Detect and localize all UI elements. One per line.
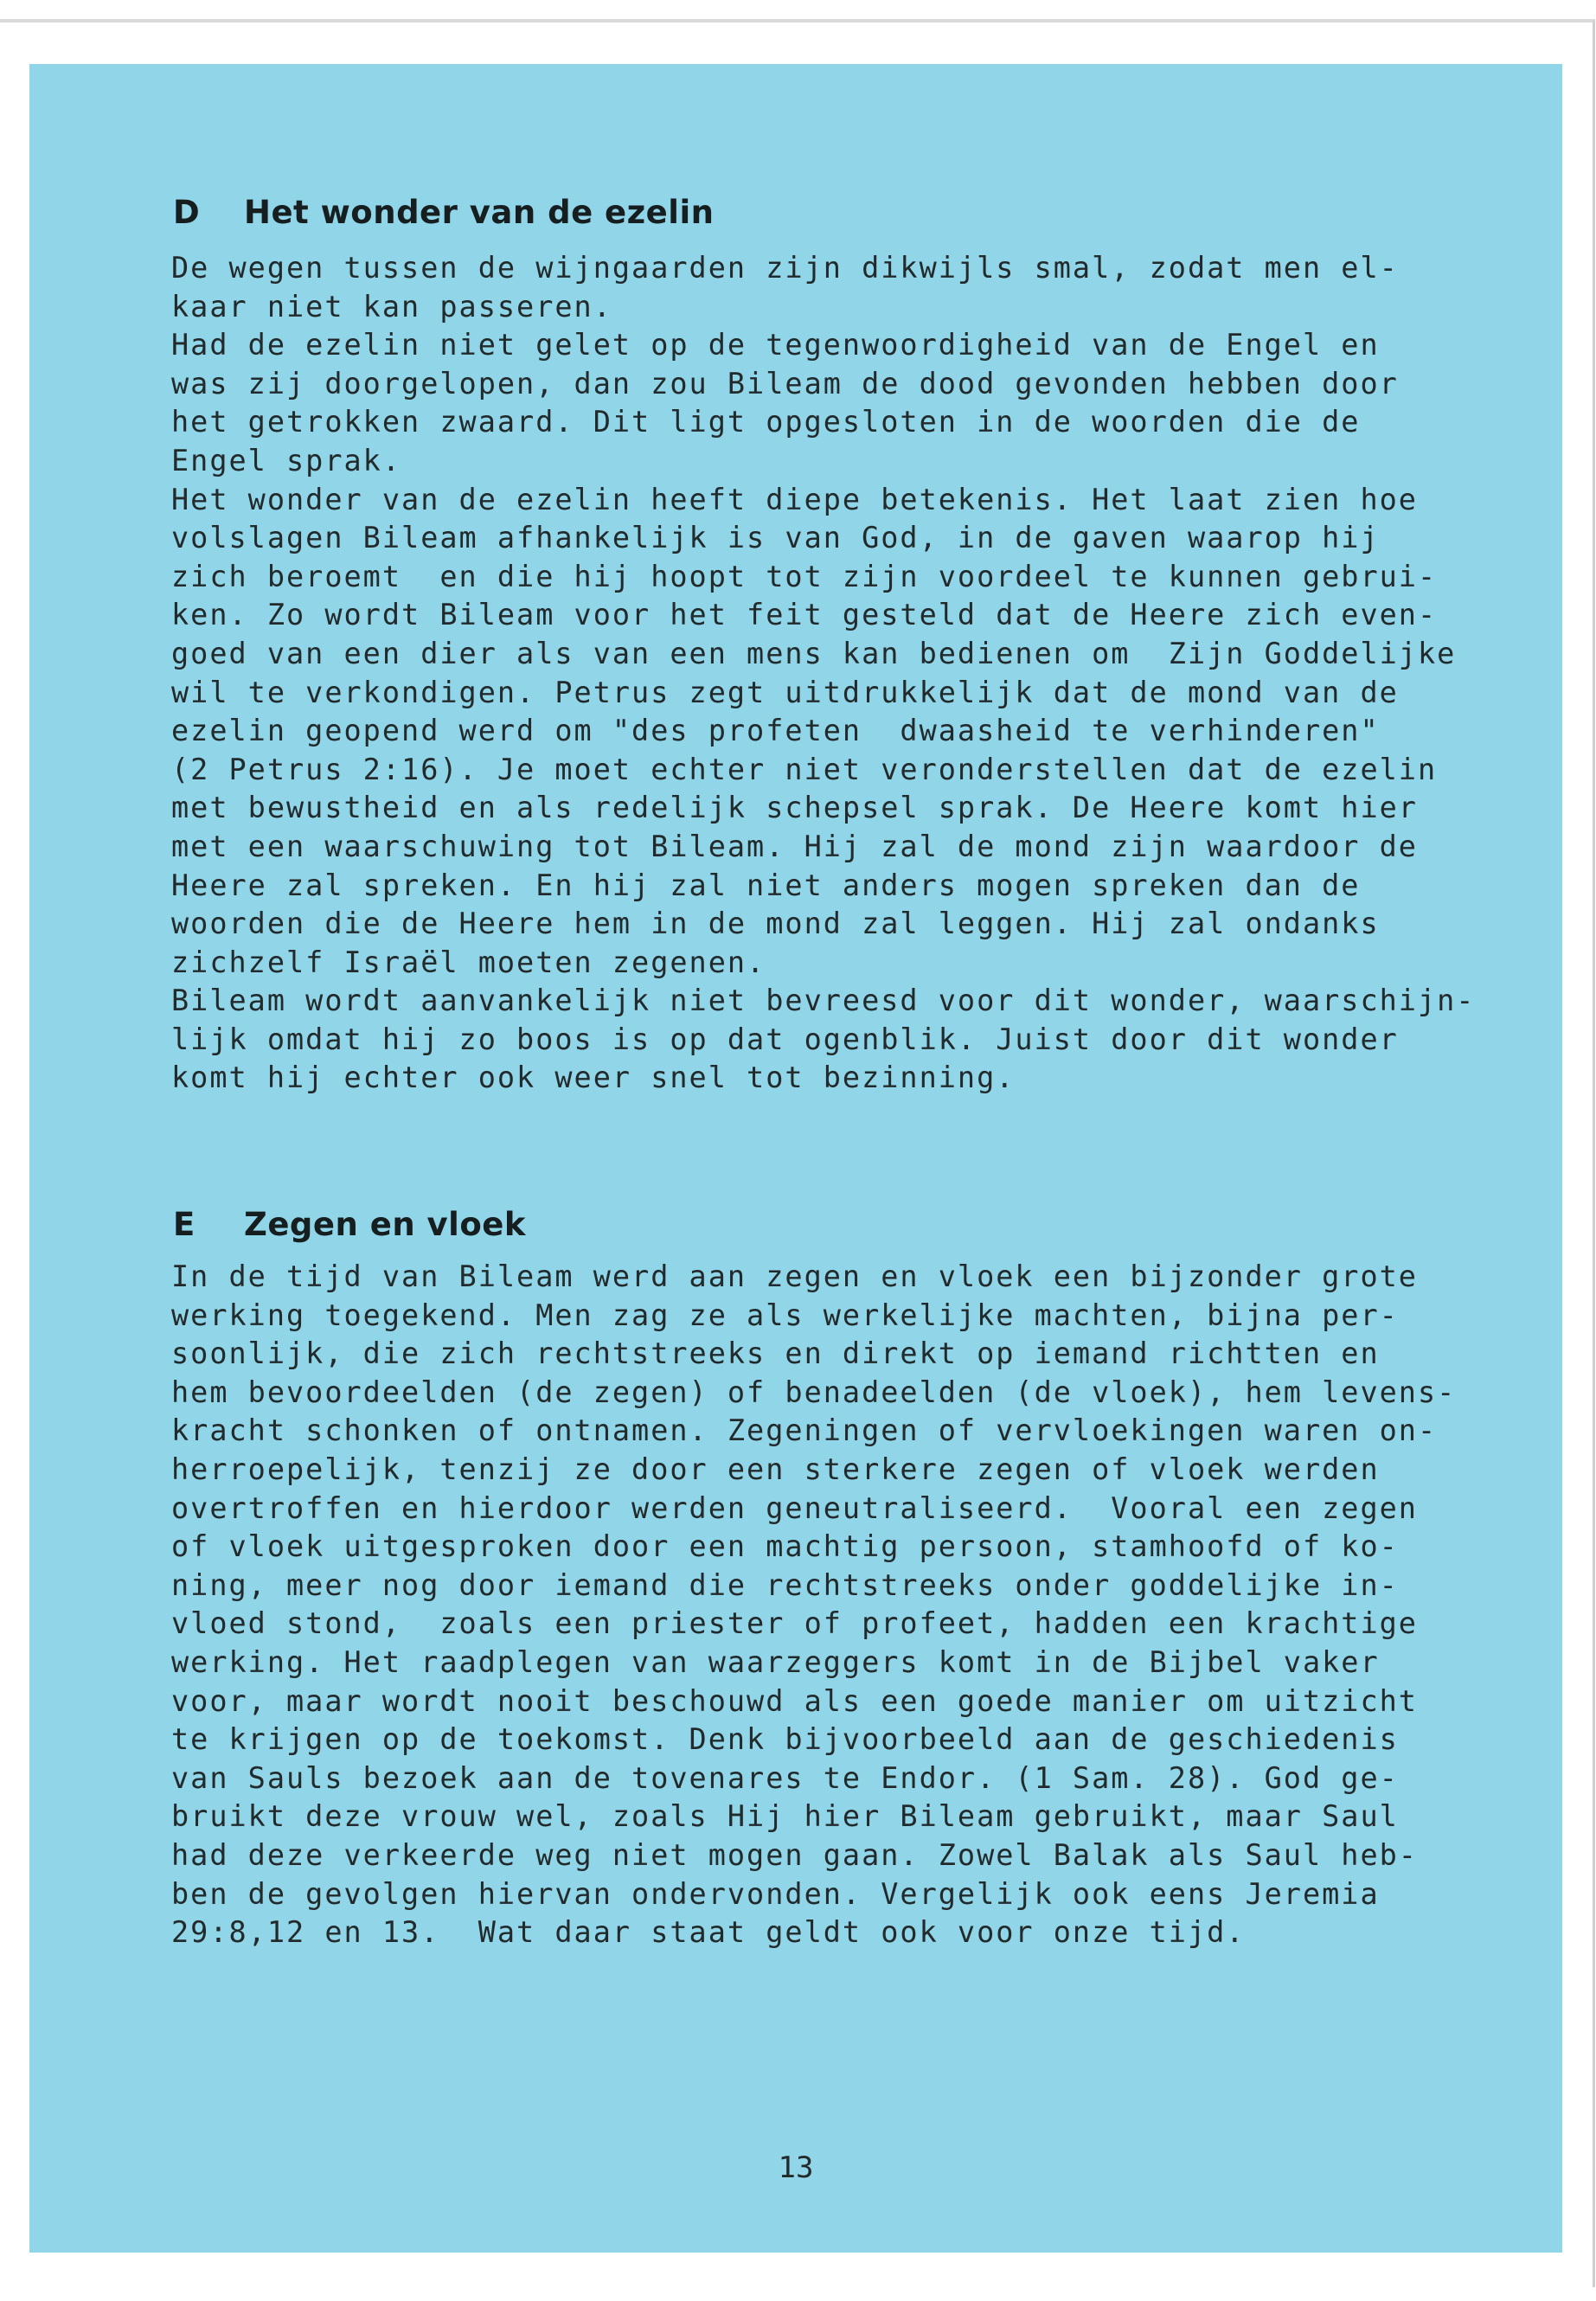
text-line: Bileam wordt aanvankelijk niet bevreesd voor dit wonder, waarschijn- xyxy=(171,984,1476,1018)
text-line: ken. Zo wordt Bileam voor het feit gesteld dat de Heere zich even- xyxy=(171,598,1438,632)
document-page xyxy=(29,64,1562,2253)
section-d-body xyxy=(171,249,1475,1098)
section-title: Het wonder van de ezelin xyxy=(244,194,715,231)
text-line: goed van een dier als van een mens kan bedienen om Zijn Goddelijke xyxy=(171,636,1457,670)
text-line: Engel sprak. xyxy=(171,443,402,478)
text-line: Het wonder van de ezelin heeft diepe betekenis. Het laat zien hoe xyxy=(171,482,1418,516)
section-letter: D xyxy=(173,194,201,231)
page-number: 13 xyxy=(778,2150,814,2185)
text-line: volslagen Bileam afhankelijk is van God, in de gaven waarop hij xyxy=(171,521,1380,555)
text-line: werking toegekend. Men zag ze als werkelijke machten, bijna per- xyxy=(171,1298,1399,1332)
text-line: komt hij echter ook weer snel tot bezinning. xyxy=(171,1061,1016,1095)
text-line: overtroffen en hierdoor werden geneutraliseerd. Vooral een zegen xyxy=(171,1490,1418,1525)
text-line: (2 Petrus 2:16). Je moet echter niet veronderstellen dat de ezelin xyxy=(171,752,1438,786)
text-line: In de tijd van Bileam werd aan zegen en vloek een bijzonder grote xyxy=(171,1259,1418,1293)
text-line: zichzelf Israël moeten zegenen. xyxy=(171,945,766,979)
section-title: Zegen en vloek xyxy=(244,1206,526,1243)
text-line: De wegen tussen de wijngaarden zijn dikwijls smal, zodat men el- xyxy=(171,251,1399,285)
text-line: ben de gevolgen hiervan ondervonden. Vergelijk ook eens Jeremia xyxy=(171,1876,1380,1911)
text-line: werking. Het raadplegen van waarzeggers komt in de Bijbel vaker xyxy=(171,1644,1380,1679)
section-heading-d xyxy=(173,194,714,231)
text-line: ning, meer nog door iemand die rechtstreeks onder goddelijke in- xyxy=(171,1567,1399,1602)
text-line: voor, maar wordt nooit beschouwd als een goede manier om uitzicht xyxy=(171,1683,1418,1718)
text-line: bruikt deze vrouw wel, zoals Hij hier Bileam gebruikt, maar Saul xyxy=(171,1799,1399,1834)
text-line: soonlijk, die zich rechtstreeks en direkt op iemand richtten en xyxy=(171,1336,1380,1371)
text-line: Heere zal spreken. En hij zal niet anders mogen spreken dan de xyxy=(171,868,1361,902)
text-line: herroepelijk, tenzij ze door een sterkere zegen of vloek werden xyxy=(171,1452,1380,1486)
text-line: wil te verkondigen. Petrus zegt uitdrukkelijk dat de mond van de xyxy=(171,675,1399,709)
section-heading-e xyxy=(173,1206,526,1243)
section-letter: E xyxy=(173,1206,195,1243)
text-line: of vloek uitgesproken door een machtig persoon, stamhoofd of ko- xyxy=(171,1529,1399,1564)
text-line: vloed stond, zoals een priester of profeet, hadden een krachtige xyxy=(171,1606,1418,1641)
text-line: kaar niet kan passeren. xyxy=(171,289,612,324)
text-line: was zij doorgelopen, dan zou Bileam de dood gevonden hebben door xyxy=(171,366,1399,401)
text-line: zich beroemt en die hij hoopt tot zijn voordeel te kunnen gebrui- xyxy=(171,559,1438,593)
text-line: 29:8,12 en 13. Wat daar staat geldt ook voor onze tijd. xyxy=(171,1915,1246,1950)
text-line: van Sauls bezoek aan de tovenares te Endor. (1 Sam. 28). God ge- xyxy=(171,1760,1399,1795)
text-line: had deze verkeerde weg niet mogen gaan. Zowel Balak als Saul heb- xyxy=(171,1837,1418,1872)
text-line: kracht schonken of ontnamen. Zegeningen of vervloekingen waren on- xyxy=(171,1413,1438,1448)
text-line: ezelin geopend werd om "des profeten dwaasheid te verhinderen" xyxy=(171,714,1380,748)
section-e-body xyxy=(171,1258,1456,1952)
text-line: met een waarschuwing tot Bileam. Hij zal de mond zijn waardoor de xyxy=(171,829,1418,863)
text-line: met bewustheid en als redelijk schepsel sprak. De Heere komt hier xyxy=(171,791,1418,825)
text-line: hem bevoordeelden (de zegen) of benadeelden (de vloek), hem levens- xyxy=(171,1375,1457,1409)
text-line: lijk omdat hij zo boos is op dat ogenblik. Juist door dit wonder xyxy=(171,1022,1399,1056)
text-line: het getrokken zwaard. Dit ligt opgesloten in de woorden die de xyxy=(171,405,1361,439)
text-line: Had de ezelin niet gelet op de tegenwoordigheid van de Engel en xyxy=(171,328,1380,362)
text-line: te krijgen op de toekomst. Denk bijvoorbeeld aan de geschiedenis xyxy=(171,1722,1399,1757)
text-line: woorden die de Heere hem in de mond zal leggen. Hij zal ondanks xyxy=(171,907,1380,941)
